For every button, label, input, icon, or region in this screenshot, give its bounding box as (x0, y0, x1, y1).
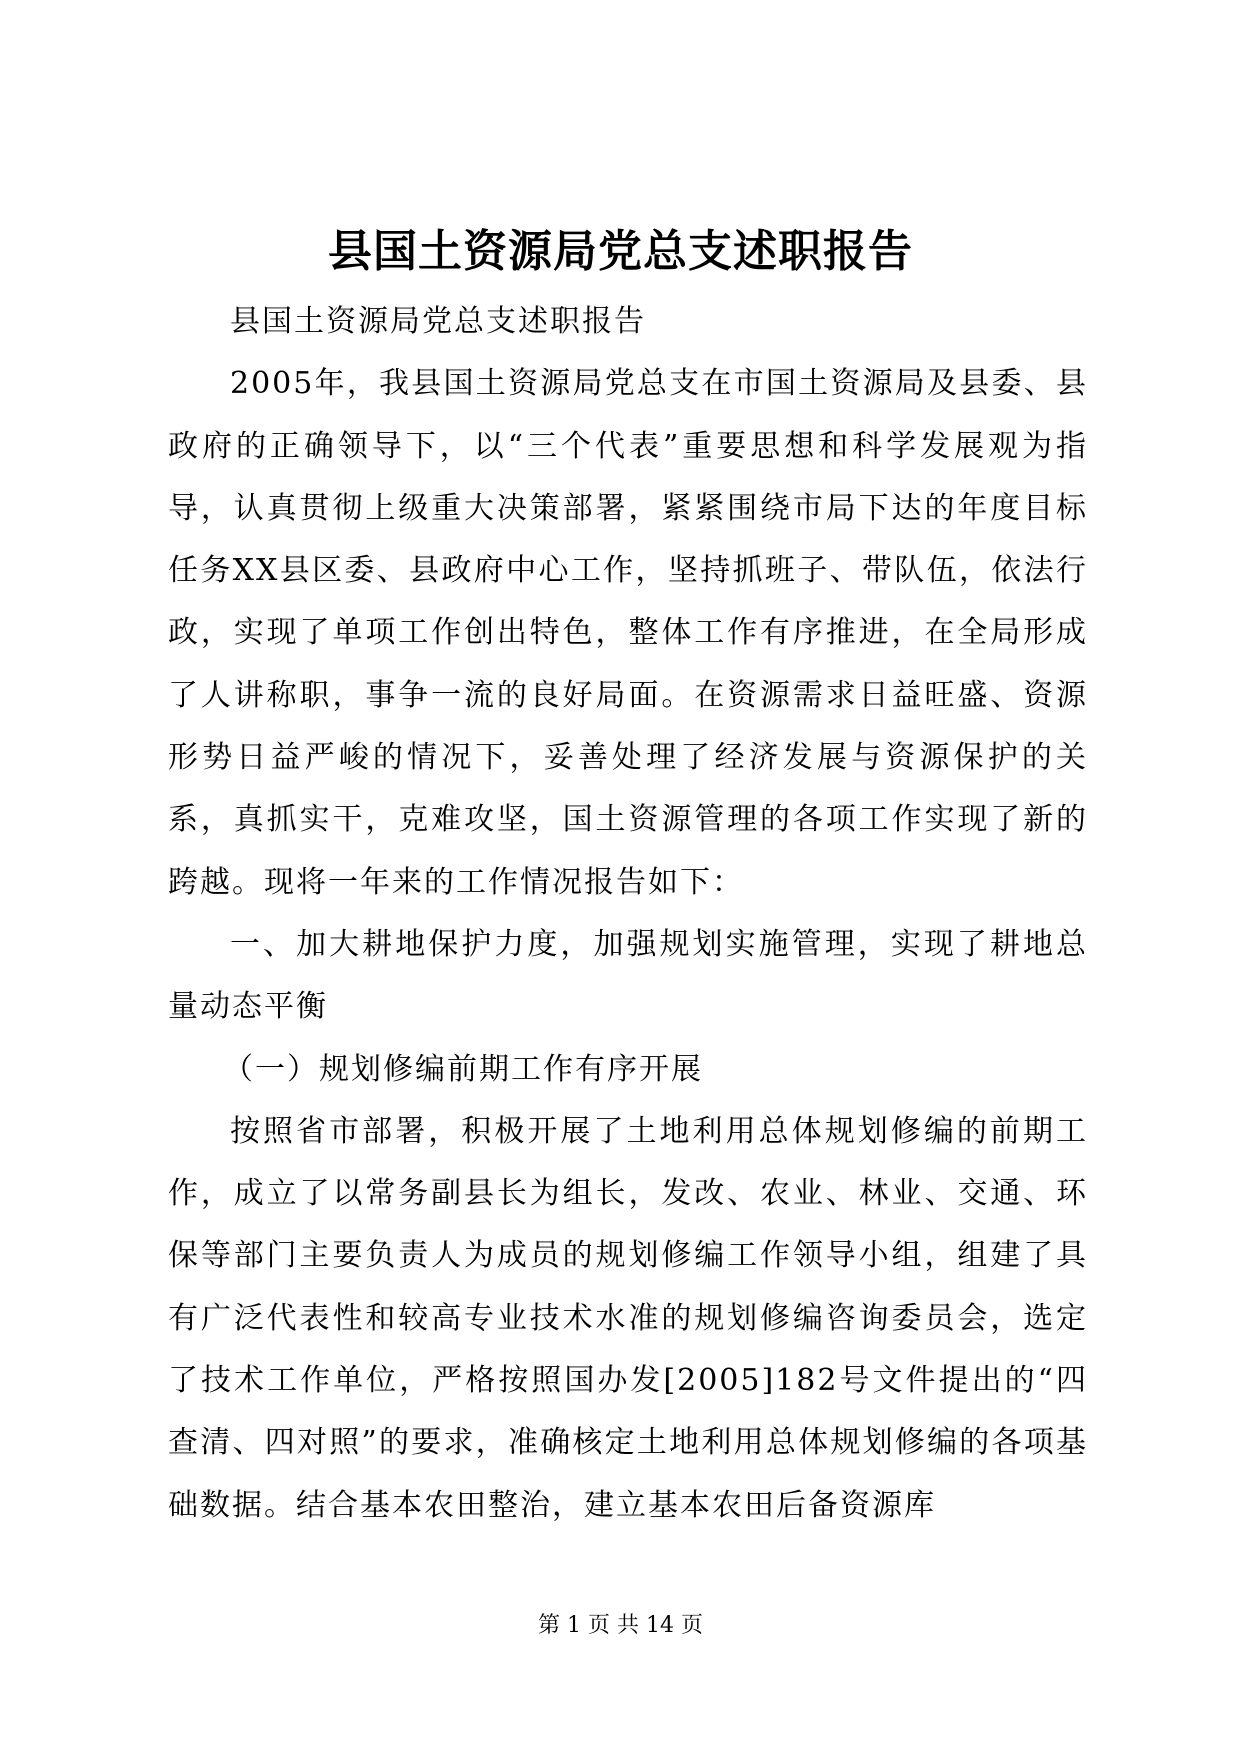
paragraph-subtitle: 县国土资源局党总支述职报告 (230, 304, 646, 339)
document-body (168, 291, 1088, 1537)
paragraph-planning: 按照省市部署，积极开展了土地利用总体规划修编的前期工作，成立了以常务副县长为组长，发改、农业、林业、交通、环保等部门主要负责人为成员的规划修编工作领导小组，组建了具有广泛代表性和较高专业技术水准的规划修编咨询委员会，选定了技术工作单位，严格按照国办发[2005]182号文件提出的“四查清、四对照”的要求，准确核定土地利用总体规划修编的各项基础数据。结合基本农田整治，建立基本农田后备资源库 (168, 1113, 1088, 1523)
page-number-footer: 第 1 页 共 14 页 (538, 1613, 703, 1638)
section-heading-1: 一、加大耕地保护力度，加强规划实施管理，实现了耕地总量动态平衡 (168, 926, 1088, 1025)
paragraph-intro: 2005年，我县国土资源局党总支在市国土资源局及县委、县政府的正确领导下，以“三个代表”重要思想和科学发展观为指导，认真贯彻上级重大决策部署，紧紧围绕市局下达的年度目标任务XX县区委、县政府中心工作，坚持抓班子、带队伍，依法行政，实现了单项工作创出特色，整体工作有序推进，在全局形成了人讲称职，事争一流的良好局面。在资源需求日益旺盛、资源形势日益严峻的情况下，妥善处理了经济发展与资源保护的关系，真抓实干，克难攻坚，国土资源管理的各项工作实现了新的跨越。现将一年来的工作情况报告如下： (168, 366, 1088, 900)
subsection-heading-1: （一）规划修编前期工作有序开展 (223, 1051, 703, 1087)
document-title: 县国土资源局党总支述职报告 (328, 226, 913, 277)
